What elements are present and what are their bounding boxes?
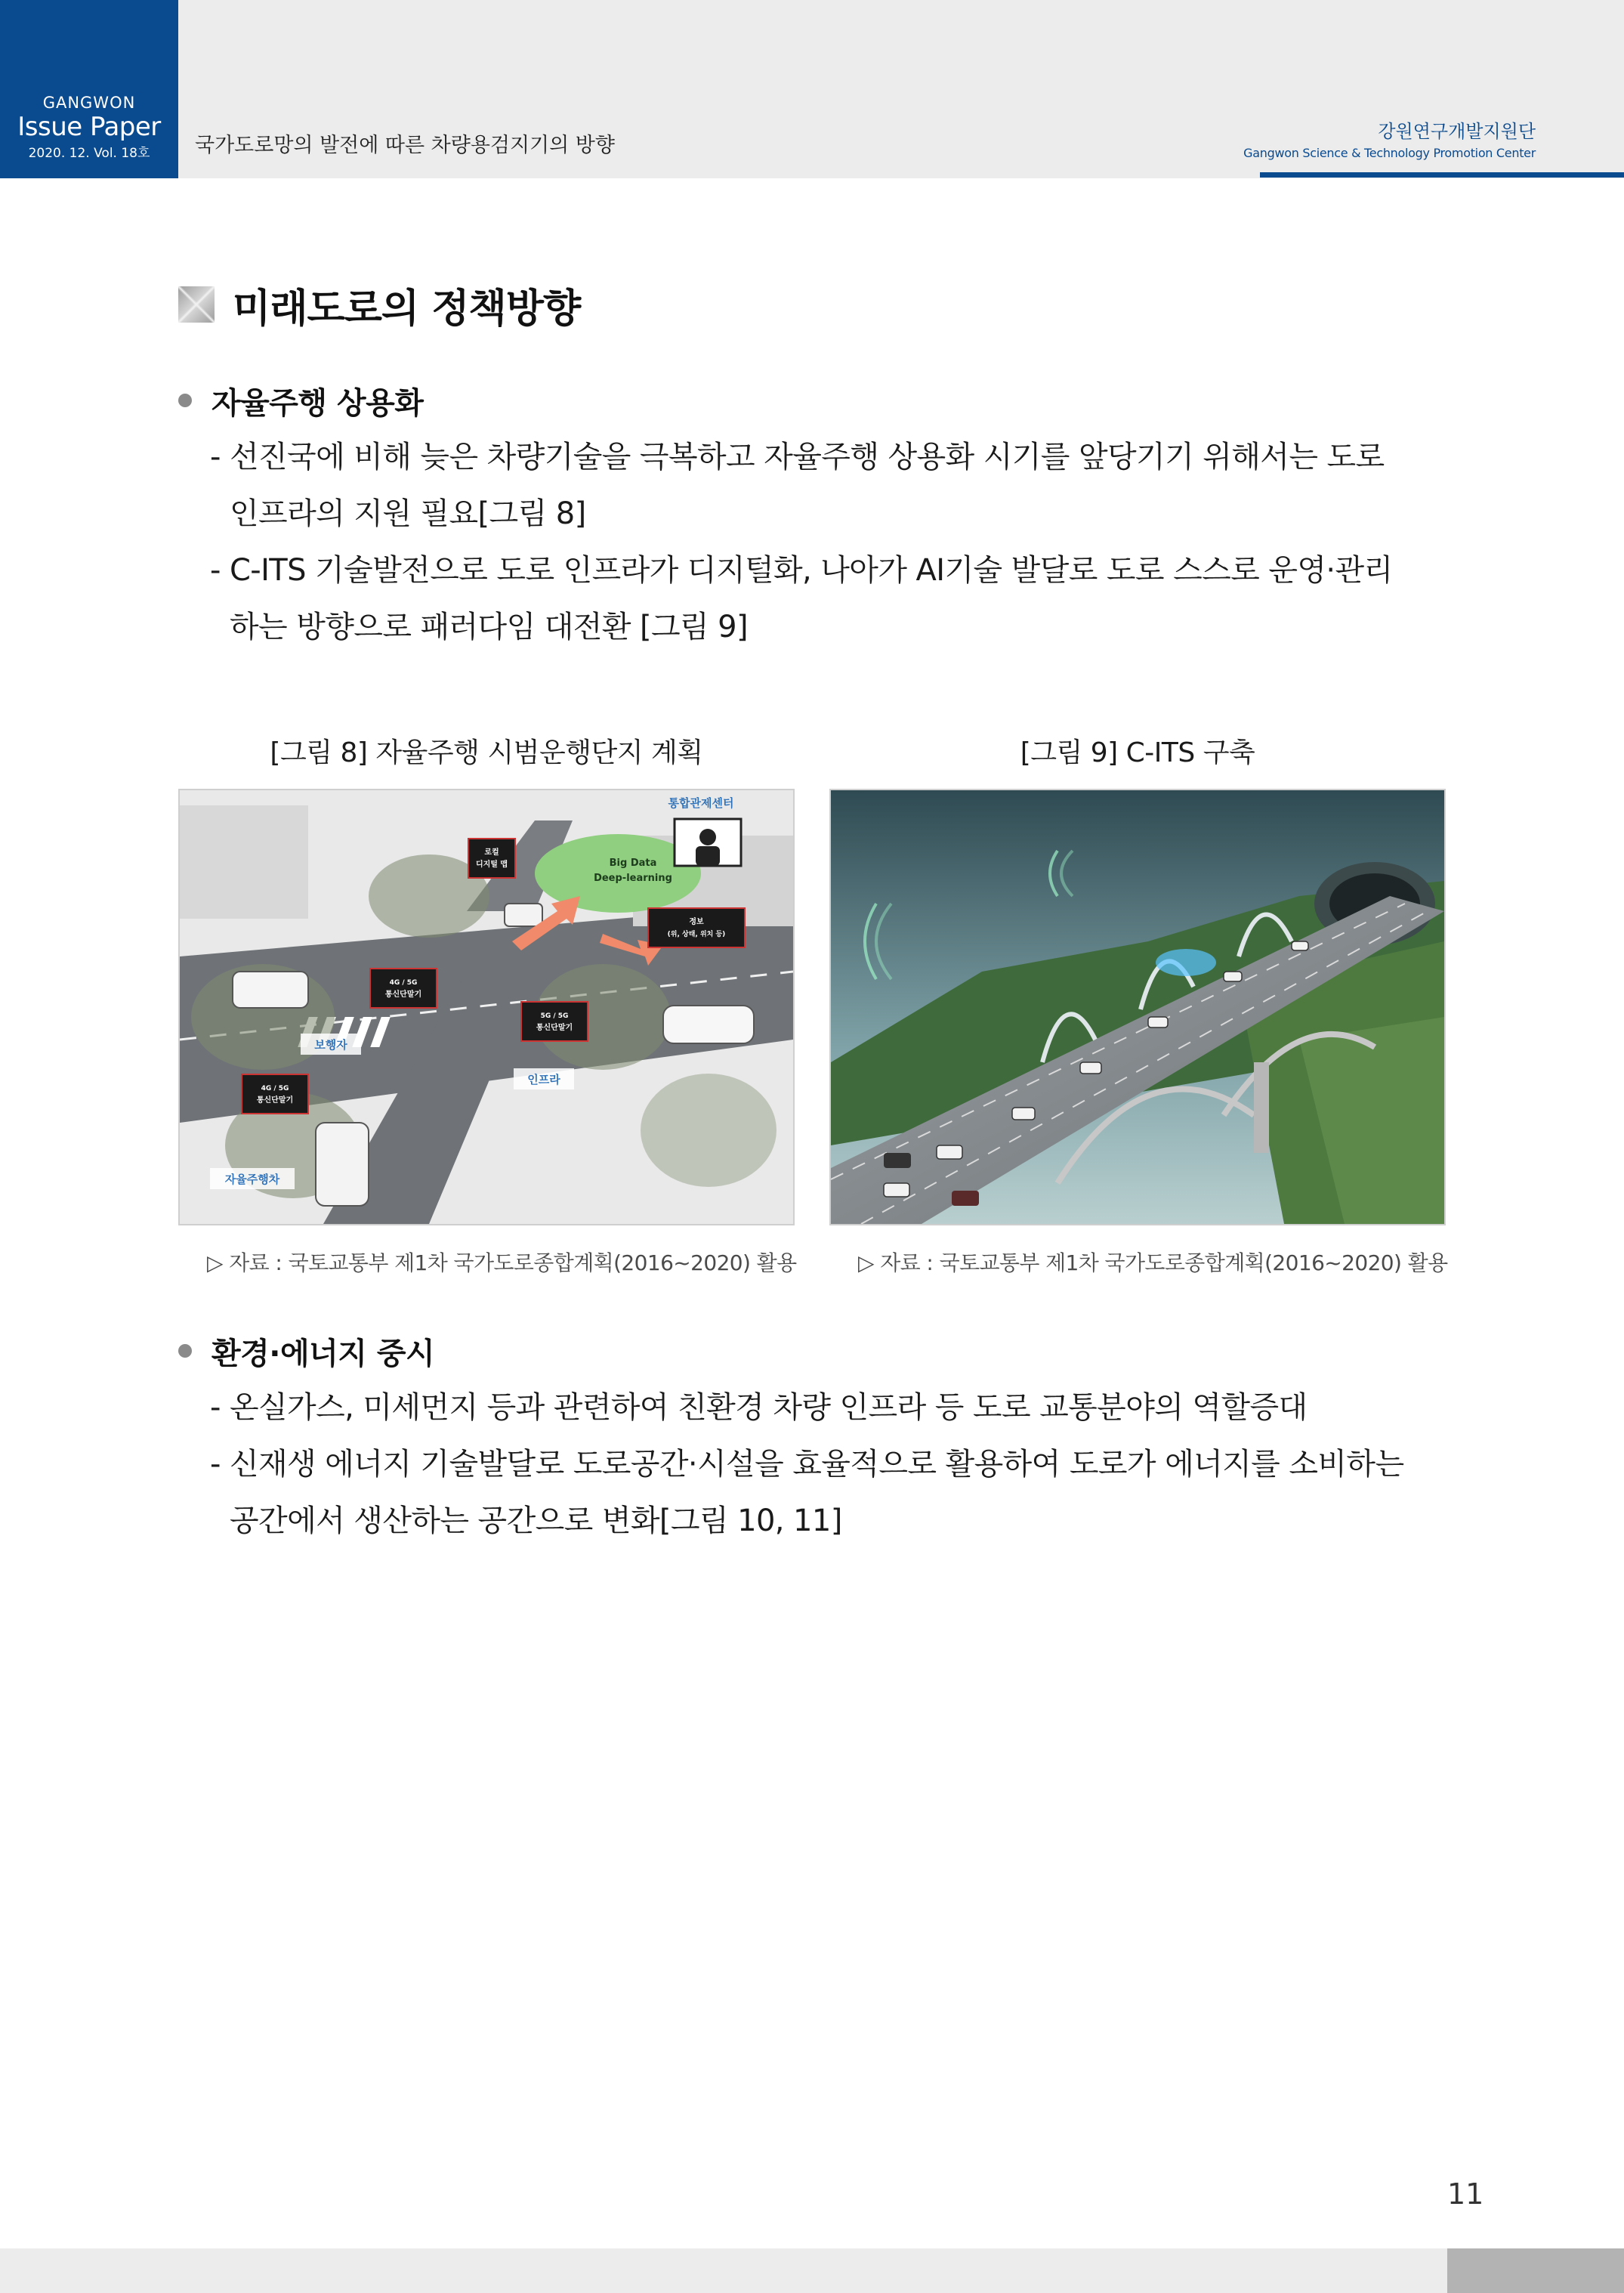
paragraph-line: - 신재생 에너지 기술발달로 도로공간·시설을 효율적으로 활용하여 도로가 에너지를 소비하는 bbox=[210, 1447, 1404, 1482]
organization-underline bbox=[1260, 172, 1624, 178]
svg-text:5G / 5G: 5G / 5G bbox=[540, 1012, 569, 1020]
list-item bbox=[210, 429, 1449, 542]
big-data-label: Big Data bbox=[609, 858, 657, 869]
organization-name-ko: 강원연구개발지원단 bbox=[1378, 121, 1536, 142]
paragraph-line: - C-ITS 기술발전으로 도로 인프라가 디지털화, 나아가 AI기술 발달로 도로 스스로 운영·관리 bbox=[210, 553, 1393, 588]
bullet-heading-text: 환경·에너지 중시 bbox=[211, 1336, 435, 1371]
bullet-heading-text: 자율주행 상용화 bbox=[211, 385, 424, 421]
bullet-heading-autonomous bbox=[178, 378, 423, 423]
svg-text:디지털 맵: 디지털 맵 bbox=[475, 861, 508, 869]
issue-paper-logo bbox=[0, 0, 178, 178]
brand-date: 2020. 12. Vol. 18호 bbox=[28, 146, 150, 161]
paragraph-line: 공간에서 생산하는 공간으로 변화[그림 10, 11] bbox=[230, 1503, 842, 1538]
list-item bbox=[210, 1436, 1449, 1550]
autonomous-pilot-zone-illustration bbox=[180, 790, 793, 1224]
section-square-icon bbox=[178, 286, 215, 323]
svg-text:정보: 정보 bbox=[689, 918, 704, 926]
paragraph-line: 인프라의 지원 필요[그림 8] bbox=[230, 496, 586, 531]
paragraph-line: 하는 방향으로 패러다임 대전환 [그림 9] bbox=[230, 610, 749, 644]
svg-text:통신단말기: 통신단말기 bbox=[384, 990, 422, 999]
infrastructure-label: 인프라 bbox=[527, 1073, 560, 1086]
figure-8-image bbox=[178, 789, 795, 1225]
figure-8-source: ▷ 자료 : 국토교통부 제1차 국가도로종합계획(2016~2020) 활용 bbox=[207, 1250, 797, 1275]
svg-text:(위, 상태, 위치 등): (위, 상태, 위치 등) bbox=[667, 931, 726, 938]
brand-region: GANGWON bbox=[42, 94, 136, 112]
list-item bbox=[210, 1380, 1449, 1436]
page-number: 11 bbox=[1447, 2177, 1484, 2211]
svg-text:통신단말기: 통신단말기 bbox=[256, 1096, 294, 1105]
pedestrian-label: 보행자 bbox=[314, 1038, 347, 1052]
footer-band bbox=[0, 2248, 1447, 2293]
svg-text:통신단말기: 통신단말기 bbox=[536, 1024, 573, 1032]
figure-9-caption: [그림 9] C-ITS 구축 bbox=[1020, 737, 1255, 768]
organization-name-en: Gangwon Science & Technology Promotion Center bbox=[1243, 146, 1536, 160]
section-title: 미래도로의 정책방향 bbox=[233, 286, 581, 332]
paragraph-line: - 선진국에 비해 늦은 차량기술을 극복하고 자율주행 상용화 시기를 앞당기기 위해서는 도로 bbox=[210, 440, 1385, 474]
list-item bbox=[210, 542, 1449, 656]
figure-8-caption: [그림 8] 자율주행 시범운행단지 계획 bbox=[270, 737, 703, 768]
autonomous-vehicle-label: 자율주행차 bbox=[224, 1173, 280, 1186]
bullet-heading-environment bbox=[178, 1328, 434, 1374]
figure-9-image bbox=[829, 789, 1446, 1225]
svg-text:4G / 5G: 4G / 5G bbox=[389, 979, 418, 987]
bullet-dot-icon bbox=[178, 394, 192, 407]
control-center-label: 통합관제센터 bbox=[668, 796, 734, 810]
svg-text:4G / 5G: 4G / 5G bbox=[261, 1085, 289, 1092]
footer-tab bbox=[1447, 2248, 1624, 2293]
c-its-bridge-illustration bbox=[831, 790, 1444, 1224]
paragraph-line: - 온실가스, 미세먼지 등과 관련하여 친환경 차량 인프라 등 도로 교통분야의 역할증대 bbox=[210, 1390, 1308, 1425]
figure-9-source: ▷ 자료 : 국토교통부 제1차 국가도로종합계획(2016~2020) 활용 bbox=[858, 1250, 1448, 1275]
document-title: 국가도로망의 발전에 따른 차량용검지기의 방향 bbox=[195, 134, 615, 157]
svg-text:로컬: 로컬 bbox=[484, 848, 499, 857]
brand-title: Issue Paper bbox=[17, 112, 161, 142]
section-heading bbox=[178, 278, 580, 331]
bullet-dot-icon bbox=[178, 1344, 192, 1358]
deep-learning-label: Deep-learning bbox=[594, 873, 672, 884]
